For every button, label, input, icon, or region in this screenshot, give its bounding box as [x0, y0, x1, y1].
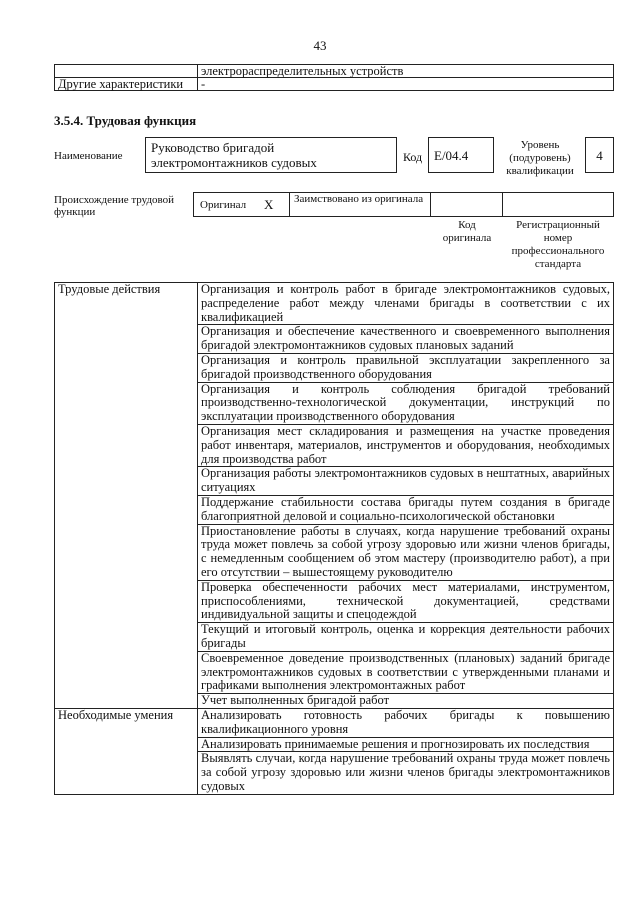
table-cell: Своевременное доведение производственных (плановых) заданий бригаде электромонтажников судовых в соответствии с утвержденными планами и графиками выполнения электромонтажных работ: [198, 651, 614, 693]
borrowed-cell: [289, 192, 431, 217]
table-cell: Организация работы электромонтажников судовых в нештатных, аварийных ситуациях: [198, 467, 614, 496]
section-title: 3.5.4. Трудовая функция: [54, 113, 197, 128]
original-label: Оригинал: [200, 199, 247, 211]
origin-label: Происхождение трудовой функции: [54, 194, 175, 218]
top-table: [54, 64, 614, 91]
table-cell: Организация и контроль работ в бригаде электромонтажников судовых, распределение работ между членами бригады в соответствии с их квалификацией: [198, 283, 614, 325]
level-value: 4: [585, 137, 614, 173]
level-label: Уровень (подуровень) квалификации: [506, 139, 574, 177]
borrowed-label: Заимствовано из оригинала: [294, 193, 424, 205]
table-cell: Приостановление работы в случаях, когда нарушение требований охраны труда может повлечь за собой угрозу здоровью или жизни членов бригады, с немедленным сообщением об этом мастеру (производителю работ), а при его отсутствии – вышестоящему руководителю: [198, 524, 614, 580]
table-cell: Анализировать принимаемые решения и прогнозировать их последствия: [198, 737, 614, 752]
labor-function-table: [54, 282, 614, 795]
table-row: [55, 78, 614, 91]
table-row: [55, 65, 614, 78]
name-label: Наименование: [54, 150, 123, 162]
code-original-caption: Код оригинала: [442, 219, 492, 244]
name-value: Руководство бригадой электромонтажников судовых: [145, 137, 397, 173]
reg-number-caption: Регистрационный номер профессионального стандарта: [511, 219, 605, 270]
code-original-cell: [430, 192, 503, 217]
table-row: [55, 283, 614, 325]
reg-number-cell: [502, 192, 614, 217]
table-cell: Текущий и итоговый контроль, оценка и коррекция деятельности рабочих бригады: [198, 623, 614, 652]
code-value: E/04.4: [428, 137, 494, 173]
table-cell: Организация мест складирования и размещения на участке проведения работ инвентаря, материалов, инструментов и оборудования, необходимых для производства работ: [198, 424, 614, 466]
original-mark: X: [264, 197, 274, 212]
table-cell: электрораспределительных устройств: [198, 65, 614, 78]
category-cell: Трудовые действия: [55, 283, 198, 709]
code-label: Код: [403, 150, 423, 164]
table-cell: Проверка обеспеченности рабочих мест материалами, инструментом, приспособлениями, технической документацией, средствами индивидуальной защиты и спецодеждой: [198, 580, 614, 622]
original-cell: [193, 192, 290, 217]
table-cell: Учет выполненных бригадой работ: [198, 694, 614, 709]
table-cell: [55, 65, 198, 78]
table-cell: Другие характеристики: [55, 78, 198, 91]
table-row: [55, 708, 614, 737]
page-number: 43: [313, 38, 327, 53]
table-cell: Анализировать готовность рабочих бригады к повышению квалификационного уровня: [198, 708, 614, 737]
table-cell: Выявлять случаи, когда нарушение требований охраны труда может повлечь за собой угрозу здоровью или жизни членов бригады электромонтажников судовых: [198, 752, 614, 794]
table-cell: Организация и контроль правильной эксплуатации закрепленного за бригадой производственного оборудования: [198, 353, 614, 382]
table-cell: -: [198, 78, 614, 91]
table-cell: Организация и контроль соблюдения бригадой требований производственно-технологической документации, инструкций по эксплуатации производственного оборудования: [198, 382, 614, 424]
table-cell: Организация и обеспечение качественного и своевременного выполнения бригадой электромонтажников судовых плановых заданий: [198, 325, 614, 354]
category-cell: Необходимые умения: [55, 708, 198, 794]
table-cell: Поддержание стабильности состава бригады путем создания в бригаде благоприятной деловой и социально-психологической обстановки: [198, 495, 614, 524]
